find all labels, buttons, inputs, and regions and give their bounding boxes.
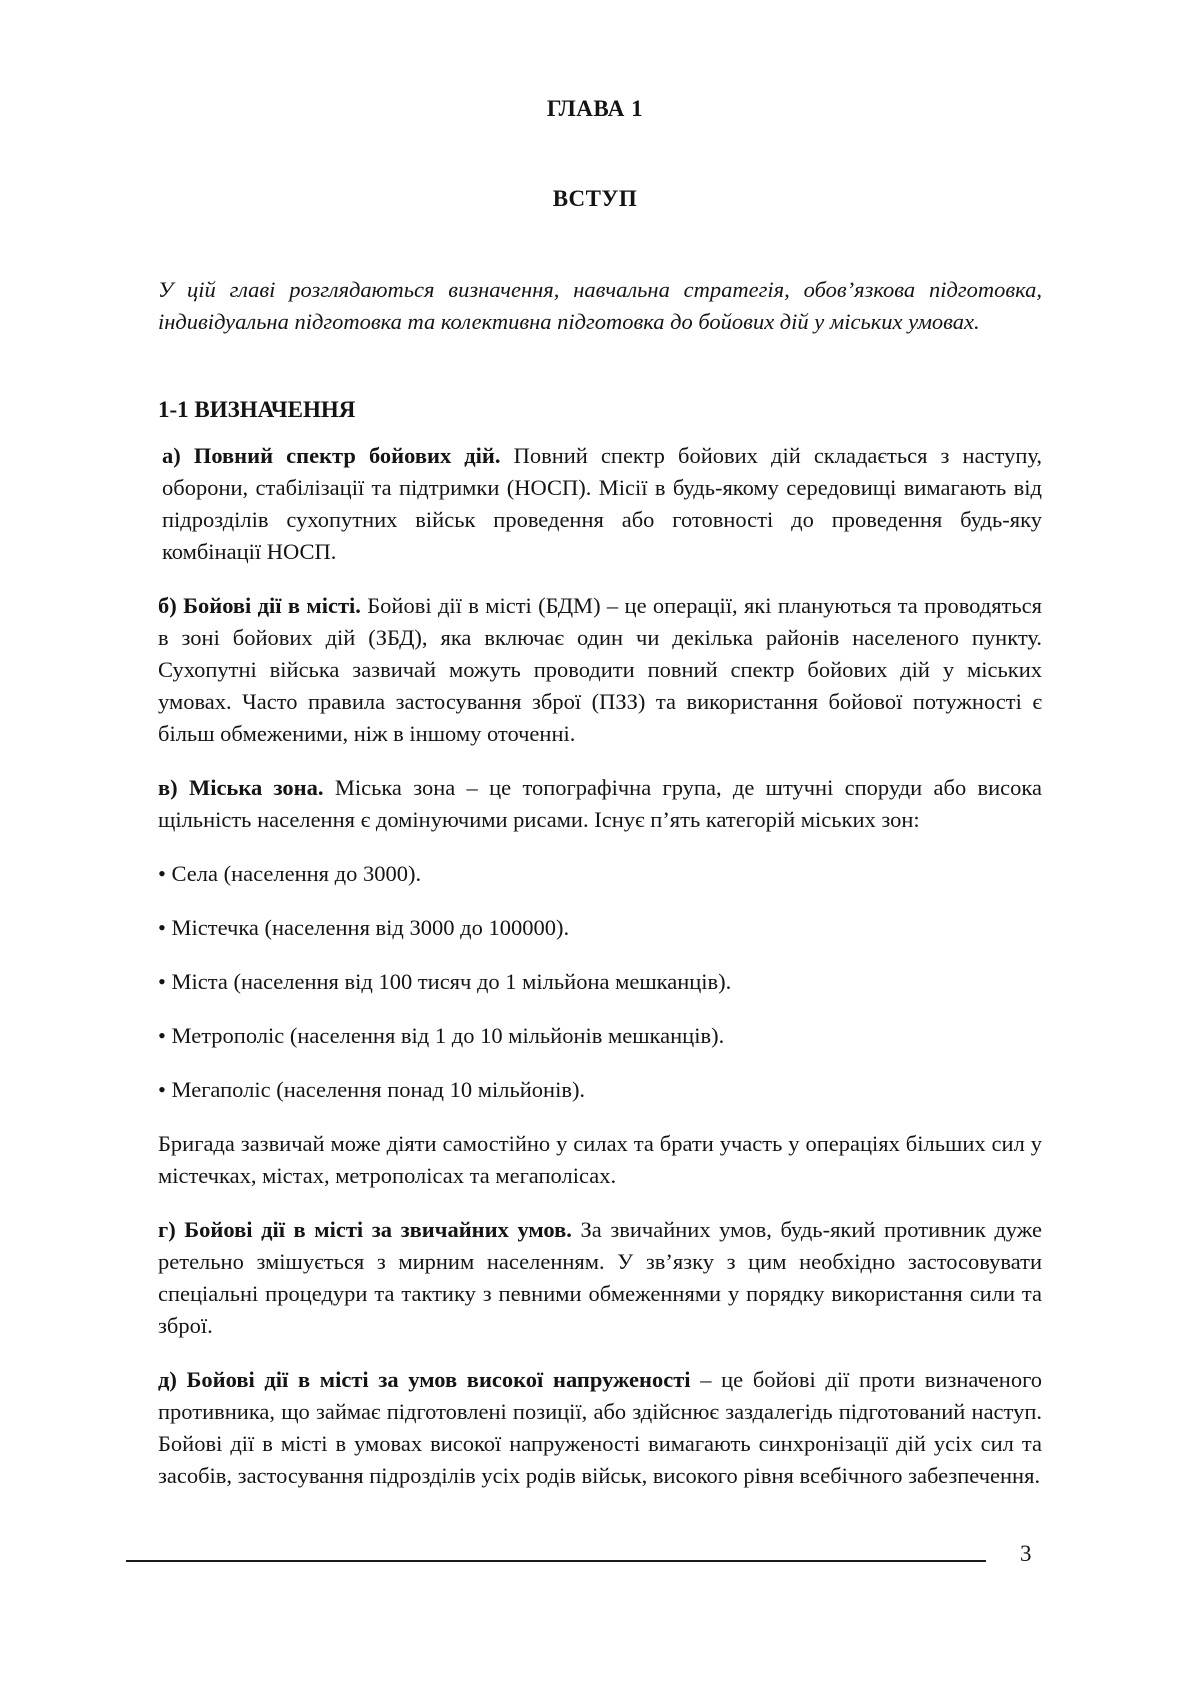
footer-divider — [126, 1560, 986, 1562]
paragraph-a — [158, 440, 1042, 568]
list-item: • Мегаполіс (населення понад 10 мільйонів). — [158, 1077, 586, 1102]
paragraph-v-term: в) Міська зона. — [158, 775, 324, 800]
paragraph-g-term: г) Бойові дії в місті за звичайних умов. — [158, 1217, 572, 1242]
paragraph-v — [158, 772, 1042, 836]
paragraph-d-term: д) Бойові дії в місті за умов високої напруженості — [158, 1367, 691, 1392]
chapter-intro: У цій главі розглядаються визначення, навчальна стратегія, обов’язкова підготовка, індивідуальна підготовка та колективна підготовка до бойових дій у міських умовах. — [158, 277, 1042, 334]
paragraph-g — [158, 1214, 1042, 1342]
paragraph-v-text: Міська зона – це топографічна група, де штучні споруди або висока щільність населення є домінуючими рисами. Існує п’ять категорій міських зон: — [158, 775, 1042, 832]
paragraph-a-term: а) Повний спектр бойових дій. — [162, 443, 501, 468]
list-item: • Міста (населення від 100 тисяч до 1 мільйона мешканців). — [158, 969, 732, 994]
page-number: 3 — [1020, 1541, 1032, 1566]
paragraph-g-text: За звичайних умов, будь-який противник дуже ретельно змішується з мирним населенням. У зв’язку з цим необхідно застосовувати спеціальні процедури та тактику з певними обмеженнями у порядку використання сили та зброї. — [158, 1217, 1042, 1338]
paragraph-b-text: Бойові дії в місті (БДМ) – це операції, які плануються та проводяться в зоні бойових дій (ЗБД), яка включає один чи декілька районів населеного пункту. Сухопутні війська зазвичай можуть проводити повний спектр бойових дій у міських умовах. Часто правила застосування зброї (ПЗЗ) та використання бойової потужності є більш обмеженими, ніж в іншому оточенні. — [158, 593, 1042, 746]
paragraph-a-text: Повний спектр бойових дій складається з наступу, оборони, стабілізації та підтримки (НОСП). Місії в будь-якому середовищі вимагають від підрозділів сухопутних військ проведення або готовності до проведення будь-яку комбінації НОСП. — [162, 443, 1042, 564]
chapter-title: ГЛАВА 1 — [546, 96, 644, 121]
urban-categories-list — [158, 858, 1042, 1106]
page-content — [158, 274, 1042, 1514]
list-item: • Села (населення до 3000). — [158, 861, 422, 886]
paragraph-d — [158, 1364, 1042, 1492]
list-item: • Метрополіс (населення від 1 до 10 мільйонів мешканців). — [158, 1023, 725, 1048]
list-item: • Містечка (населення від 3000 до 100000). — [158, 915, 570, 940]
section-heading: 1-1 ВИЗНАЧЕННЯ — [158, 397, 356, 422]
paragraph-brigade: Бригада зазвичай може діяти самостійно у силах та брати участь у операціях більших сил у містечках, містах, метрополісах та мегаполісах. — [158, 1131, 1042, 1188]
chapter-subtitle: ВСТУП — [552, 186, 638, 211]
paragraph-b — [158, 590, 1042, 750]
paragraph-d-text: – це бойові дії проти визначеного противника, що займає підготовлені позиції, або здійснює заздалегідь підготований наступ. Бойові дії в місті в умовах високої напруженості вимагають синхронізації дій усіх сил та засобів, застосування підрозділів усіх родів військ, високого рівня всебічного забезпечення. — [158, 1367, 1042, 1488]
paragraph-b-term: б) Бойові дії в місті. — [158, 593, 361, 618]
